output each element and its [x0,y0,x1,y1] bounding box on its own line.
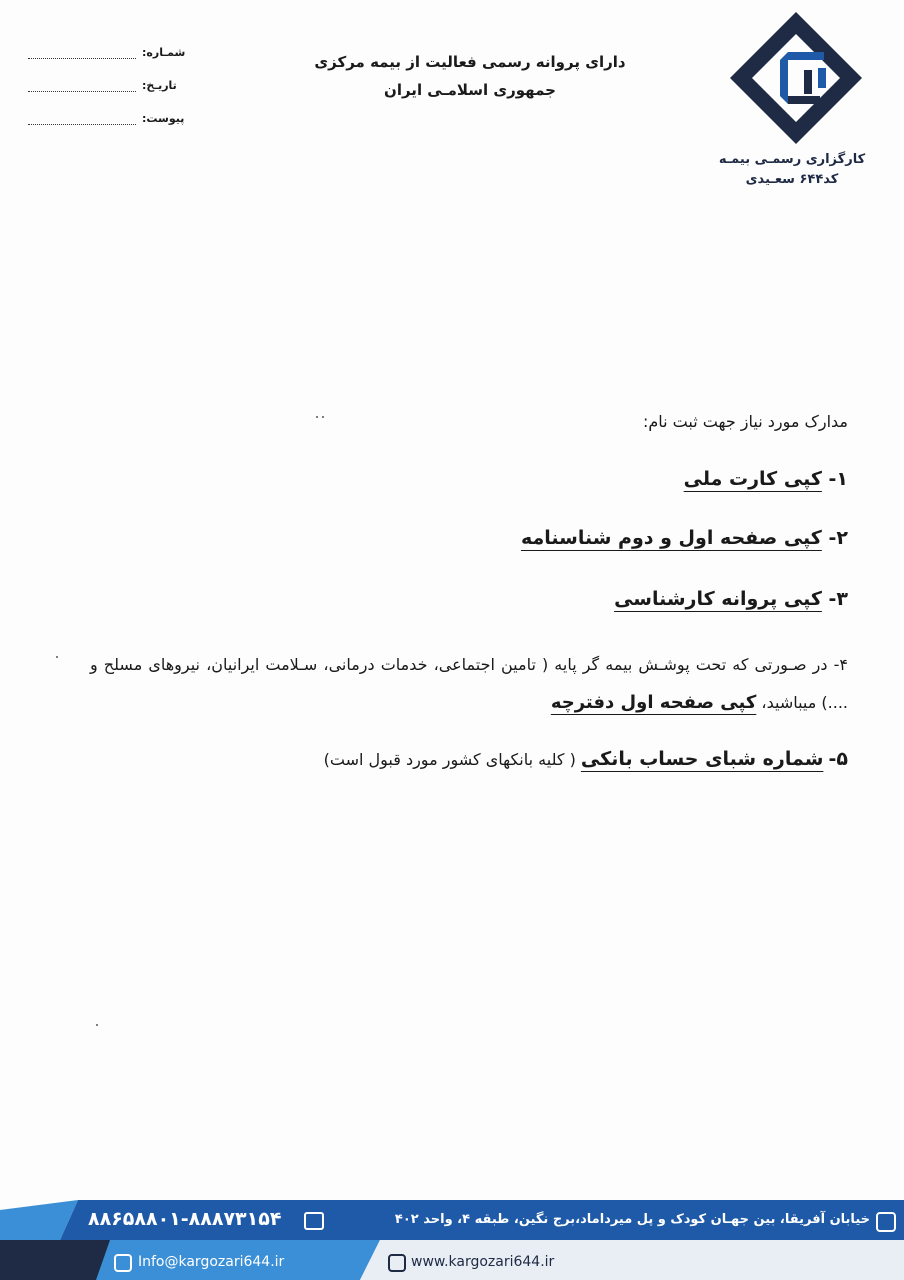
meta-label: پیوست: [142,112,185,125]
item-number: ۲- [828,527,848,549]
requirement-item [90,588,848,610]
item-number: ۱- [828,468,848,490]
meta-label: شمـاره: [142,46,186,59]
requirement-item [90,748,848,770]
meta-dotted-line [28,77,136,92]
item-emphasis: شماره شبای حساب بانکی [580,748,824,770]
logo-code: کد۶۴۴ سعـیدی [745,172,839,187]
item-number: ۳- [828,588,848,610]
item-number: ۴- [833,655,848,674]
footer-phone: ۸۸۶۵۸۸۰۱-۸۸۸۷۳۱۵۴ [88,1208,282,1230]
footer-address: خیابان آفریقا، بین جهـان کودک و پل میرداماد،برج نگین، طبقه ۴، واحد ۴۰۲ [394,1212,870,1227]
item-emphasis: کپی صفحه اول دفترچه [550,692,757,713]
footer-website: www.kargozari644.ir [411,1254,555,1270]
meta-fields [28,26,188,125]
meta-dotted-line [28,44,136,59]
meta-field-date [28,59,188,92]
requirements-intro: مدارک مورد نیاز جهت ثبت نام: [642,412,848,431]
item-text: ( کلیه بانکهای کشور مورد قبول است) [323,750,576,769]
phone-icon [304,1212,324,1230]
item-text: کپی کارت ملی [683,468,822,490]
meta-field-number [28,26,188,59]
meta-field-attachment [28,92,188,125]
footer-email: Info@kargozari644.ir [138,1254,285,1270]
item-number: ۵- [828,748,848,770]
license-header [290,48,650,104]
meta-label: تاریـخ: [142,79,177,92]
logo-title: کارگزاری رسمـی بیمـه [718,152,866,167]
requirement-item [90,468,848,490]
meta-dotted-line [28,110,136,125]
item-text: در صـورتی که تحت پوشـش بیمه گر پایه ( تامین اجتماعی، خدمات درمانی، سـلامت ایرانیان، نیروهای مسلح و ....) میباشید، [90,655,848,712]
globe-icon [388,1254,406,1272]
paper-speck [316,416,318,418]
paper-speck [56,656,58,658]
license-line: جمهوری اسلامـی ایران [384,81,556,99]
item-text: کپی صفحه اول و دوم شناسنامه [520,527,822,549]
company-logo [728,10,864,146]
location-pin-icon [876,1212,896,1232]
logo-caption [710,150,874,190]
paper-speck [322,416,324,418]
requirement-item [90,527,848,549]
item-text: کپی پروانه کارشناسی [614,588,822,610]
license-line: دارای پروانه رسمی فعالیت از بیمه مرکزی [314,53,626,71]
email-icon [114,1254,132,1272]
requirement-item [90,646,848,722]
paper-speck [96,1024,98,1026]
